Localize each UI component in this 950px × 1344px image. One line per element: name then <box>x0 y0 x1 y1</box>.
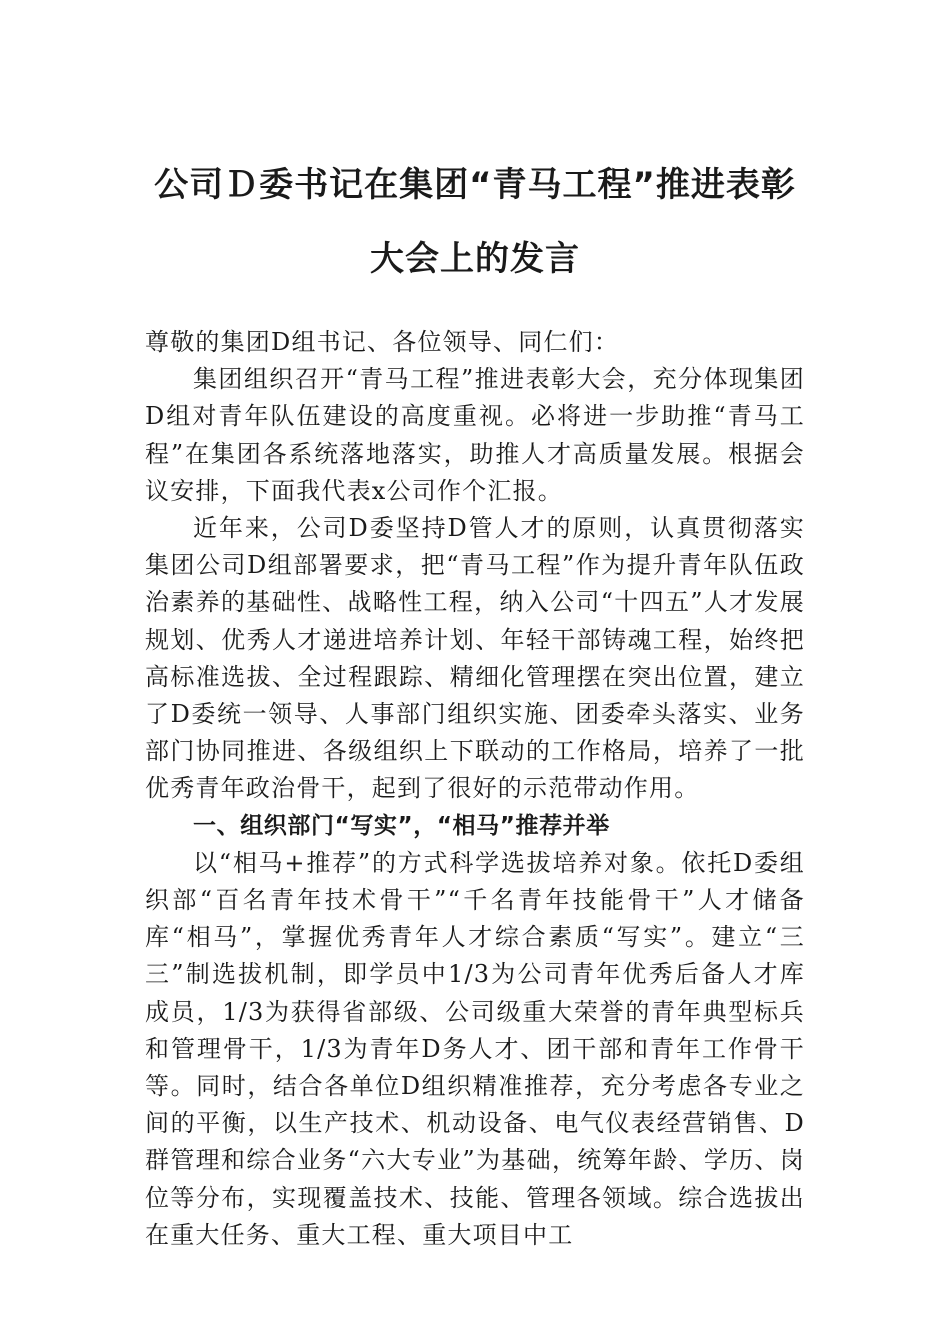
paragraph-intro: 集团组织召开“青马工程”推进表彰大会，充分体现集团D组对青年队伍建设的高度重视。必将进一步助推“青马工程”在集团各系统落地落实，助推人才高质量发展。根据会议安排，下面我代表x公司作个汇报。 <box>145 365 805 505</box>
paragraph-selection: 以“相马+推荐”的方式科学选拔培养对象。依托D委组织部“百名青年技术骨干”“千名青年技能骨干”人才储备库“相马”，掌握优秀青年人才综合素质“写实”。建立“三三”制选拔机制，即学员中1/3为公司青年优秀后备人才库成员，1/3为获得省部级、公司级重大荣誉的青年典型标兵和管理骨干，1/3为青年D务人才、团干部和青年工作骨干等。同时，结合各单位D组织精准推荐，充分考虑各专业之间的平衡，以生产技术、机动设备、电气仪表经营销售、D群管理和综合业务“六大专业”为基础，统筹年龄、学历、岗位等分布，实现覆盖技术、技能、管理各领域。综合选拔出在重大任务、重大工程、重大项目中工 <box>145 848 805 1249</box>
salutation: 尊敬的集团D组书记、各位领导、同仁们： <box>145 328 620 356</box>
section-heading-1: 一、组织部门“写实”，“相马”推荐并举 <box>193 812 610 839</box>
document-title: 公司Ｄ委书记在集团“青马工程”推进表彰大会上的发言 <box>154 165 796 279</box>
paragraph-background: 近年来，公司D委坚持D管人才的原则，认真贯彻落实集团公司D组部署要求，把“青马工程”作为提升青年队伍政治素养的基础性、战略性工程，纳入公司“十四五”人才发展规划、优秀人才递进培养计划、年轻干部铸魂工程，始终把高标准选拔、全过程跟踪、精细化管理摆在突出位置，建立了D委统一领导、人事部门组织实施、团委牵头落实、业务部门协同推进、各级组织上下联动的工作格局，培养了一批优秀青年政治骨干，起到了很好的示范带动作用。 <box>145 514 805 803</box>
document-body <box>145 324 805 1254</box>
